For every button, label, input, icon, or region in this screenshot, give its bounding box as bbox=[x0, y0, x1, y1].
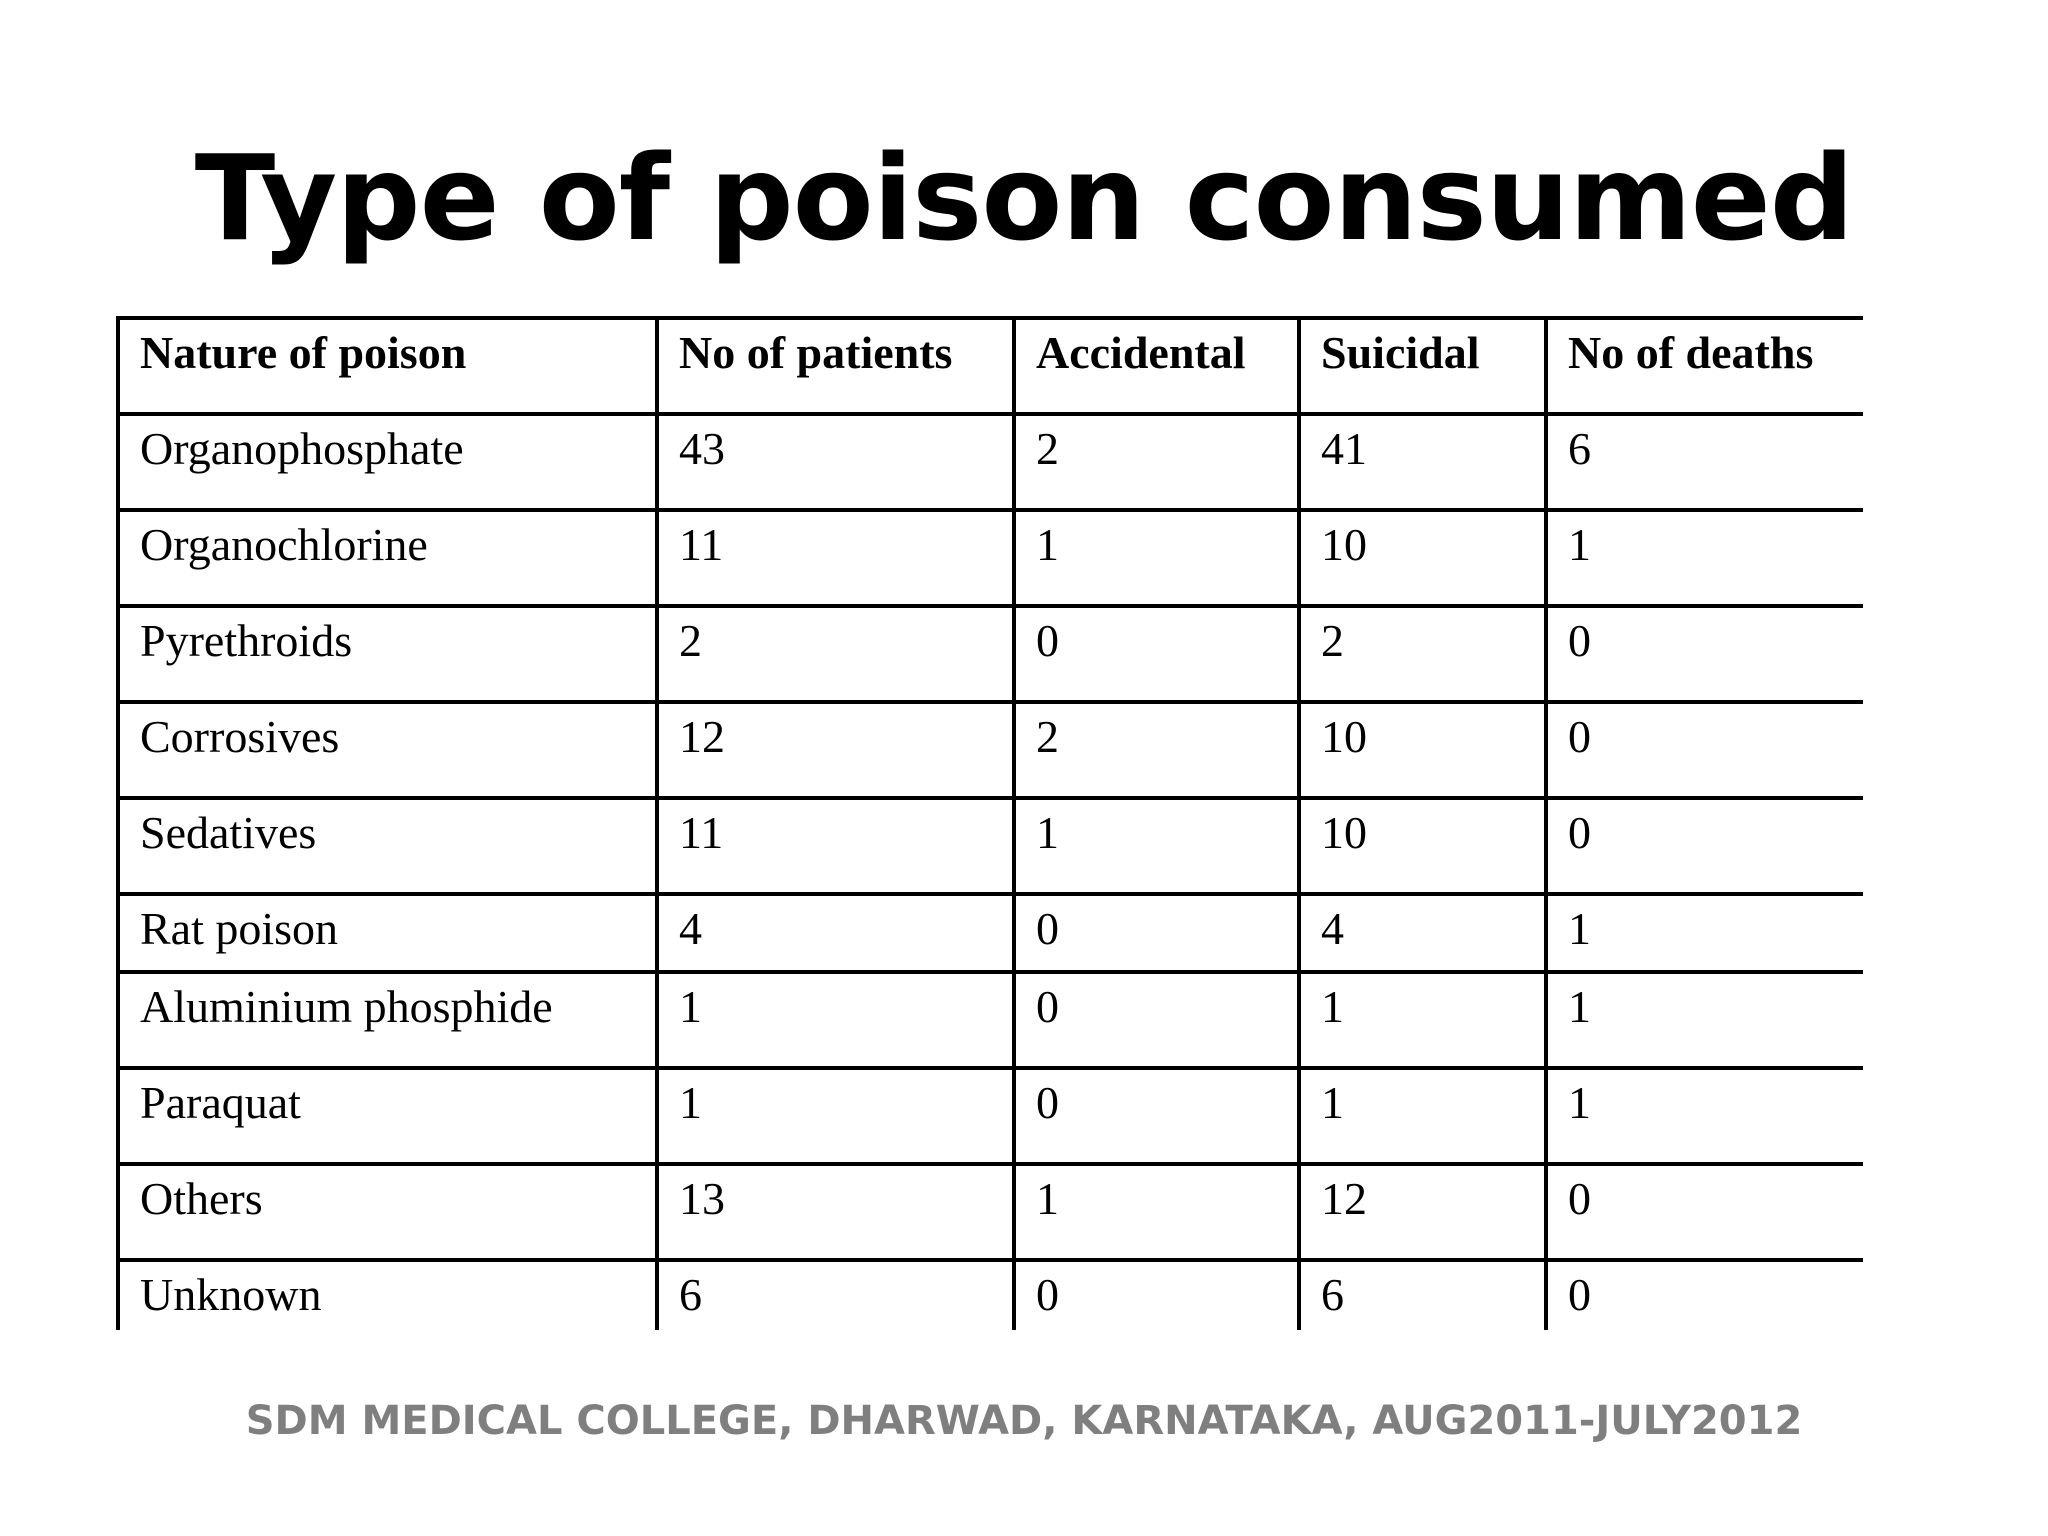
cell-suicidal: 10 bbox=[1299, 798, 1546, 894]
cell-deaths: 0 bbox=[1546, 1164, 1863, 1260]
cell-patients: 11 bbox=[657, 798, 1014, 894]
cell-suicidal: 1 bbox=[1299, 1068, 1546, 1164]
cell-poison: Sedatives bbox=[118, 798, 657, 894]
poison-table bbox=[116, 316, 1863, 1330]
cell-poison: Paraquat bbox=[118, 1068, 657, 1164]
cell-poison: Aluminium phosphide bbox=[118, 972, 657, 1068]
cell-deaths: 1 bbox=[1546, 1068, 1863, 1164]
cell-suicidal: 10 bbox=[1299, 510, 1546, 606]
cell-suicidal: 41 bbox=[1299, 414, 1546, 510]
cell-patients: 6 bbox=[657, 1260, 1014, 1330]
table-header-row bbox=[118, 318, 1863, 414]
cell-deaths: 0 bbox=[1546, 702, 1863, 798]
cell-accidental: 1 bbox=[1014, 510, 1299, 606]
cell-patients: 43 bbox=[657, 414, 1014, 510]
cell-deaths: 6 bbox=[1546, 414, 1863, 510]
table-row bbox=[118, 510, 1863, 606]
cell-accidental: 2 bbox=[1014, 414, 1299, 510]
cell-accidental: 1 bbox=[1014, 798, 1299, 894]
cell-accidental: 0 bbox=[1014, 972, 1299, 1068]
cell-patients: 4 bbox=[657, 894, 1014, 972]
table-row bbox=[118, 894, 1863, 972]
cell-poison: Others bbox=[118, 1164, 657, 1260]
cell-deaths: 0 bbox=[1546, 798, 1863, 894]
cell-accidental: 0 bbox=[1014, 1260, 1299, 1330]
table-row bbox=[118, 702, 1863, 798]
cell-patients: 12 bbox=[657, 702, 1014, 798]
cell-suicidal: 10 bbox=[1299, 702, 1546, 798]
cell-accidental: 2 bbox=[1014, 702, 1299, 798]
cell-deaths: 0 bbox=[1546, 1260, 1863, 1330]
cell-deaths: 0 bbox=[1546, 606, 1863, 702]
table-row bbox=[118, 1260, 1863, 1330]
cell-suicidal: 6 bbox=[1299, 1260, 1546, 1330]
table-row bbox=[118, 1068, 1863, 1164]
cell-patients: 1 bbox=[657, 1068, 1014, 1164]
slide-footer: SDM MEDICAL COLLEGE, DHARWAD, KARNATAKA, AUG2011-JULY2012 bbox=[245, 1398, 1803, 1444]
table-row bbox=[118, 606, 1863, 702]
cell-suicidal: 4 bbox=[1299, 894, 1546, 972]
cell-deaths: 1 bbox=[1546, 972, 1863, 1068]
header-no-of-deaths: No of deaths bbox=[1546, 318, 1863, 414]
slide-title: Type of poison consumed bbox=[194, 129, 1854, 267]
cell-suicidal: 1 bbox=[1299, 972, 1546, 1068]
cell-suicidal: 2 bbox=[1299, 606, 1546, 702]
cell-patients: 2 bbox=[657, 606, 1014, 702]
cell-deaths: 1 bbox=[1546, 894, 1863, 972]
cell-poison: Rat poison bbox=[118, 894, 657, 972]
header-nature-of-poison: Nature of poison bbox=[118, 318, 657, 414]
cell-accidental: 1 bbox=[1014, 1164, 1299, 1260]
cell-accidental: 0 bbox=[1014, 894, 1299, 972]
cell-poison: Organophosphate bbox=[118, 414, 657, 510]
cell-poison: Unknown bbox=[118, 1260, 657, 1330]
cell-suicidal: 12 bbox=[1299, 1164, 1546, 1260]
cell-deaths: 1 bbox=[1546, 510, 1863, 606]
cell-poison: Pyrethroids bbox=[118, 606, 657, 702]
cell-accidental: 0 bbox=[1014, 1068, 1299, 1164]
poison-table-container bbox=[116, 316, 1863, 1330]
cell-poison: Organochlorine bbox=[118, 510, 657, 606]
cell-accidental: 0 bbox=[1014, 606, 1299, 702]
header-no-of-patients: No of patients bbox=[657, 318, 1014, 414]
header-suicidal: Suicidal bbox=[1299, 318, 1546, 414]
cell-patients: 13 bbox=[657, 1164, 1014, 1260]
table-row bbox=[118, 414, 1863, 510]
table-row bbox=[118, 1164, 1863, 1260]
table-row bbox=[118, 972, 1863, 1068]
cell-patients: 1 bbox=[657, 972, 1014, 1068]
header-accidental: Accidental bbox=[1014, 318, 1299, 414]
table-row bbox=[118, 798, 1863, 894]
cell-poison: Corrosives bbox=[118, 702, 657, 798]
cell-patients: 11 bbox=[657, 510, 1014, 606]
